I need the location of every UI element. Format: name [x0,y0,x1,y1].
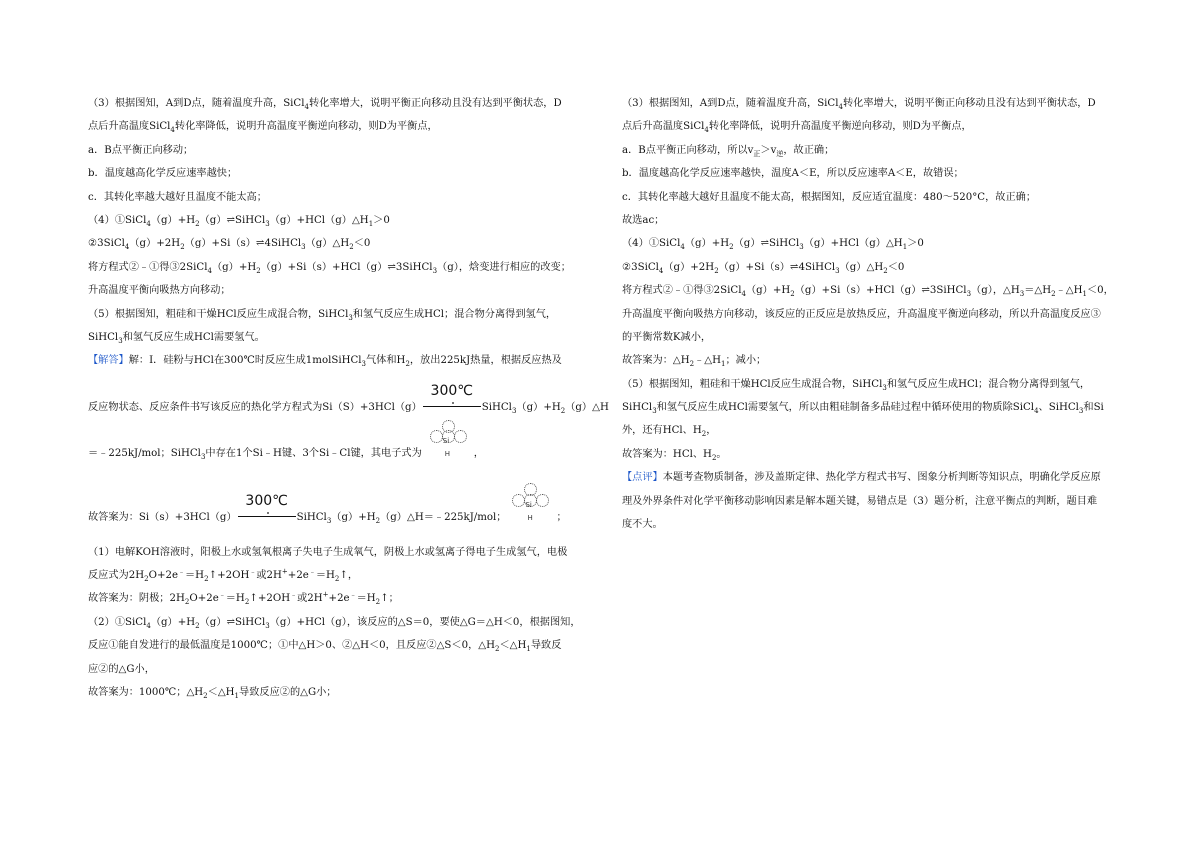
paragraph-line: 升高温度平衡向吸热方向移动，该反应的正反应是放热反应，升高温度平衡逆向移动，所以升高温度反应③ [622,308,1101,320]
left-column [88,92,609,704]
equation-line: 将方程式②﹣①得$③2SiCl_4(g)+H_2(g)+Si(s)+HCl(g)\rightleftharpoons 3SiHCl_3(g)$，$\triangle H_3=\triangle H_2﹣\triangle H_1<0$， [622,285,1114,299]
answer-line: 【解答】解：Ⅰ．硅粉与HCl在300℃时反应生成1molSiHCl$_3$气体和$H_2$，放出225kJ热量，根据反应热及 [88,355,562,369]
equation-line: 将方程式②﹣①得$③2SiCl_4(g)+H_2(g)+Si(s)+HCl(g)\rightleftharpoons 3SiHCl_3(g)$，焓变进行相应的改变； [88,261,571,275]
paragraph-line: 点后升高温度SiCl$_4$转化率降低，说明升高温度平衡逆向移动，则D为平衡点， [88,121,438,135]
equation-line: 反应物状态、反应条件书写该反应的热化学方程式为Si（S）+3HCl（g） 300℃ $SiHCl_3(g)+H_2(g)\triangle H$ [88,382,609,415]
equation-line: $②3SiCl_4(g)+2H_2(g)+Si(s)\rightleftharpoons 4SiHCl_3(g)\triangle H_2<0$ [88,238,371,252]
equation-line: $②3SiCl_4(g)+2H_2(g)+Si(s)\rightleftharpoons 4SiHCl_3(g)\triangle H_2<0$ [622,261,905,275]
paragraph-line: 故答案为：HCl、$H_2$。 [622,448,727,462]
answer-tag: 【解答】 [88,355,129,367]
paragraph-line: 的平衡常数K减小， [622,331,712,343]
paragraph-line: SiHCl$_3$和氢气反应生成HCl需要氢气，所以由粗硅制备多晶硅过程中循环使用的物质除SiCl$_4$、SiHCl$_3$和Si [622,402,1104,416]
paragraph-line: （3）根据图知，A到D点，随着温度升高，SiCl$_4$转化率增大，说明平衡正向移动且没有达到平衡状态，D [622,98,1096,112]
paragraph-line: b．温度越高化学反应速率越快； [88,168,238,180]
paragraph-line: （3）根据图知，A到D点，随着温度升高，SiCl$_4$转化率增大，说明平衡正向移动且没有达到平衡状态，D [88,98,562,112]
paragraph-line: 点后升高温度SiCl$_4$转化率降低，说明升高温度平衡逆向移动，则D为平衡点， [622,121,972,135]
paragraph-line: 故答案为：$\triangle H_2﹣\triangle H_1$；减小； [622,355,767,369]
equation-line: 故答案为：Si（s）+3HCl（g） 300℃ $SiHCl_3(g)+H_2(g)\triangle H=﹣225kJ$/mol； Si H ； [88,465,593,529]
paragraph-line: c．其转化率越大越好且温度不能太高，根据图知，反应适宜温度：480～520°C，故正确； [622,191,1037,203]
equation-line: 故答案为：阴极；$2H_2O+2e^﹣=H_2↑+2OH^﹣$或$2H^++2e^﹣=H_2↑$； [88,591,399,607]
right-column [622,92,1132,536]
paragraph-line: （5）根据图知，粗硅和干燥HCl反应生成混合物，SiHCl$_3$和氢气反应生成HCl；混合物分离得到氢气， [88,308,557,322]
paragraph-line: a．B点平衡正向移动； [88,144,194,156]
paragraph-line: 故答案为：1000℃；$\triangle H_2<\triangle H_1$导致反应②的△G小； [88,687,337,701]
equation-line: 反应式为$2H_2O+2e^﹣=H_2↑+2OH^﹣$或$2H^++2e^﹣=H_2↑$， [88,567,359,584]
paragraph-line: 外，还有HCl、$H_2$， [622,425,717,439]
reaction-arrow-icon [238,492,296,523]
equation-line: $(2)①SiCl_4(g)+H_2(g)\rightleftharpoons SiHCl_3(g)+HCl(g)$，该反应的△S＝0，要使△G＝△H＜0，根据图知， [88,616,581,630]
paragraph-line: SiHCl$_3$和氢气反应生成HCl需要氢气。 [88,331,265,345]
equation-line: $(4)①SiCl_4(g)+H_2(g)\rightleftharpoons SiHCl_3(g)+HCl(g)\triangle H_1>0$ [88,214,390,228]
comment-tag: 【点评】 [622,472,663,484]
paragraph-line: （1）电解KOH溶液时，阳极上水或氢氧根离子失电子生成氧气，阴极上水或氢离子得电子生成氢气，电极 [88,546,568,558]
paragraph-line: 故选ac； [622,214,665,226]
paragraph-line: 应②的△G小， [88,663,155,675]
comment-line: 【点评】本题考查物质制备，涉及盖斯定律、热化学方程式书写、图象分析判断等知识点，明确化学反应原 [622,472,1101,484]
electron-formula-icon: Si H [506,480,556,526]
paragraph-line: 升高温度平衡向吸热方向移动； [88,285,231,297]
paragraph-line: （5）根据图知，粗硅和干燥HCl反应生成混合物，SiHCl$_3$和氢气反应生成HCl；混合物分离得到氢气， [622,378,1091,392]
paragraph-line: b．温度越高化学反应速率越快，温度A＜E，所以反应速率A＜E，故错误； [622,168,964,180]
paragraph-line: c．其转化率越大越好且温度不能太高； [88,191,267,203]
equation-line: ＝﹣225kJ/mol；SiHCl$_3$中存在1个Si﹣H键、3个Si﹣Cl键，其电子式为 Si H ， [88,419,593,465]
reaction-arrow-icon [423,382,481,413]
reaction-condition: 300℃ [430,382,473,399]
paragraph-line: 度不大。 [622,519,663,531]
paragraph-line: 理及外界条件对化学平衡移动影响因素是解本题关键，易错点是（3）题分析，注意平衡点的判断，题目难 [622,495,1098,507]
equation-line: $(4)①SiCl_4(g)+H_2(g)\rightleftharpoons SiHCl_3(g)+HCl(g)\triangle H_1>0$ [622,238,924,252]
paragraph-line: 反应①能自发进行的最低温度是1000℃；①中△H＞0、②△H＜0，且反应②△S＜0，$\triangle H_2<\triangle H_1$导致反 [88,640,562,654]
reaction-condition: 300℃ [245,492,288,509]
paragraph-line: a．B点平衡正向移动，所以$v_正>v_逆$，故正确； [622,144,835,158]
electron-formula-icon: Si H [424,422,474,462]
